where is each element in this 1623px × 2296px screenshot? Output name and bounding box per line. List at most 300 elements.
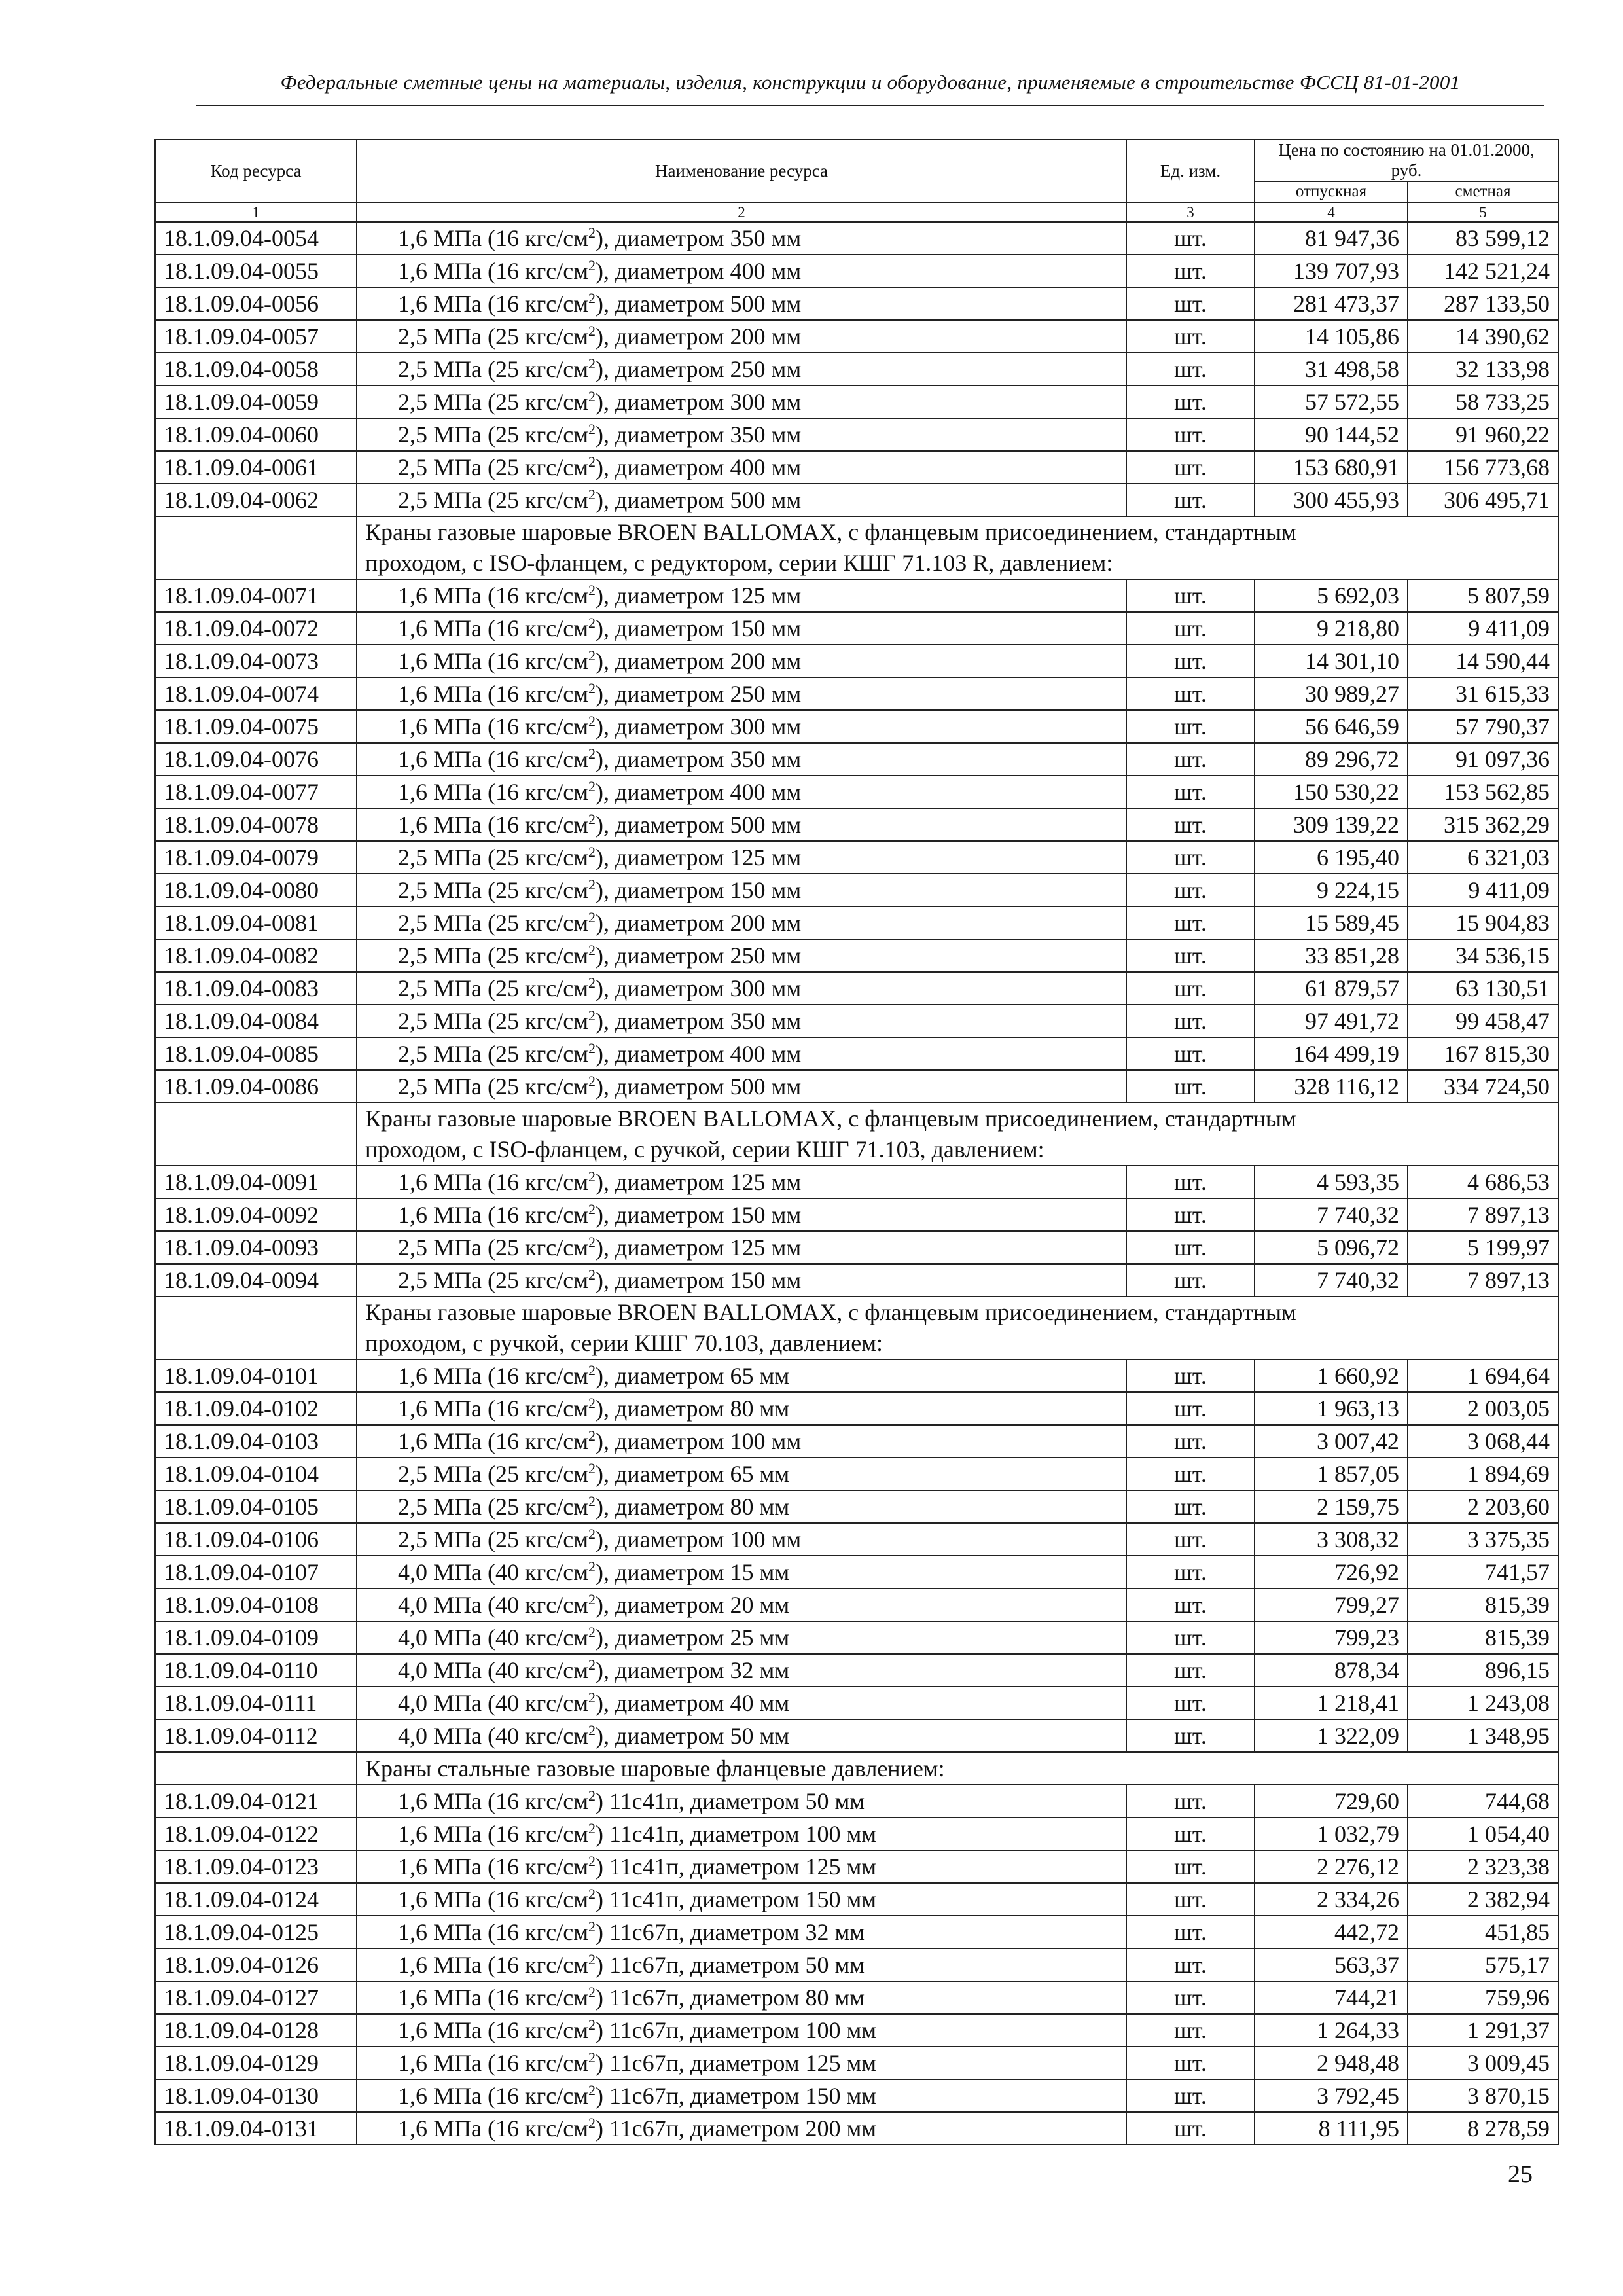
resource-name-text: ), диаметром 20 мм [595,1592,790,1619]
release-price: 139 707,93 [1255,255,1408,287]
table-row [155,841,1558,874]
estimate-price: 32 133,98 [1408,353,1558,386]
resource-name-text: 2,5 МПа (25 кгс/см [398,942,588,969]
resource-code: 18.1.09.04-0101 [155,1359,357,1392]
release-price: 89 296,72 [1255,743,1408,776]
resource-name-text: 2,5 МПа (25 кгс/см [398,1008,588,1035]
resource-name [357,1392,1126,1425]
table-row [155,418,1558,451]
estimate-price: 815,39 [1408,1621,1558,1654]
resource-name-text: 2,5 МПа (25 кгс/см [398,323,588,350]
estimate-price: 15 904,83 [1408,906,1558,939]
resource-code: 18.1.09.04-0078 [155,808,357,841]
release-price: 726,92 [1255,1556,1408,1588]
table-row [155,222,1558,255]
resource-name-text: ), диаметром 200 мм [595,323,802,350]
unit-superscript: 2 [588,909,596,926]
table-row [155,972,1558,1005]
resource-code: 18.1.09.04-0081 [155,906,357,939]
resource-name [357,1818,1126,1850]
unit-of-measure: шт. [1126,906,1255,939]
resource-name-text: 4,0 МПа (40 кгс/см [398,1624,588,1651]
resource-code: 18.1.09.04-0071 [155,579,357,612]
resource-code: 18.1.09.04-0072 [155,612,357,645]
estimate-price: 334 724,50 [1408,1070,1558,1103]
resource-name [357,320,1126,353]
resource-code: 18.1.09.04-0111 [155,1687,357,1719]
resource-name [357,1719,1126,1752]
unit-of-measure: шт. [1126,972,1255,1005]
resource-code: 18.1.09.04-0080 [155,874,357,906]
resource-name [357,710,1126,743]
resource-name [357,677,1126,710]
resource-name-text: ) 11с67п, диаметром 80 мм [595,1984,865,2011]
unit-of-measure: шт. [1126,1005,1255,1037]
release-price: 729,60 [1255,1785,1408,1818]
resource-code: 18.1.09.04-0109 [155,1621,357,1654]
resource-name [357,1037,1126,1070]
unit-of-measure: шт. [1126,353,1255,386]
release-price: 5 096,72 [1255,1231,1408,1264]
estimate-price: 167 815,30 [1408,1037,1558,1070]
estimate-price: 1 054,40 [1408,1818,1558,1850]
resource-name-text: 2,5 МПа (25 кгс/см [398,1461,588,1488]
group-heading-line: проходом, с ISO-фланцем, с редуктором, серии КШГ 71.103 R, давлением: [365,550,1113,577]
table-row [155,1458,1558,1490]
table-row [155,1037,1558,1070]
resource-name [357,1556,1126,1588]
unit-of-measure: шт. [1126,2079,1255,2112]
group-empty-cell [155,1103,357,1166]
table-row [155,1523,1558,1556]
resource-name-text: 1,6 МПа (16 кгс/см [398,2083,588,2109]
release-price: 1 322,09 [1255,1719,1408,1752]
resource-name [357,1883,1126,1916]
release-price: 3 308,32 [1255,1523,1408,1556]
unit-superscript: 2 [588,1266,596,1283]
table-row [155,1070,1558,1103]
release-price: 6 195,40 [1255,841,1408,874]
unit-of-measure: шт. [1126,776,1255,808]
estimate-price: 2 382,94 [1408,1883,1558,1916]
table-row [155,1166,1558,1198]
resource-name-text: 4,0 МПа (40 кгс/см [398,1690,588,1717]
estimate-price: 2 323,38 [1408,1850,1558,1883]
unit-superscript: 2 [588,975,596,992]
estimate-price: 58 733,25 [1408,386,1558,418]
release-price: 3 792,45 [1255,2079,1408,2112]
unit-superscript: 2 [588,2049,596,2066]
unit-of-measure: шт. [1126,1490,1255,1523]
table-row [155,1785,1558,1818]
resource-name-text: ), диаметром 150 мм [595,615,802,642]
unit-superscript: 2 [588,1689,596,1706]
resource-name [357,1005,1126,1037]
resource-name-text: ), диаметром 200 мм [595,910,802,937]
resource-name-text: ), диаметром 300 мм [595,713,802,740]
estimate-price: 7 897,13 [1408,1264,1558,1297]
estimate-price: 5 807,59 [1408,579,1558,612]
release-price: 56 646,59 [1255,710,1408,743]
unit-of-measure: шт. [1126,1883,1255,1916]
unit-of-measure: шт. [1126,1458,1255,1490]
resource-name-text: 1,6 МПа (16 кгс/см [398,812,588,838]
resource-name-text: 1,6 МПа (16 кгс/см [398,779,588,806]
running-header: Федеральные сметные цены на материалы, изделия, конструкции и оборудование, применяемые в строительстве ФССЦ 81-01-2001 [280,71,1461,94]
unit-superscript: 2 [588,1558,596,1575]
unit-of-measure: шт. [1126,841,1255,874]
release-price: 7 740,32 [1255,1198,1408,1231]
resource-name-text: ), диаметром 400 мм [595,1041,802,1067]
column-number: 2 [357,202,1126,222]
resource-name-text: ), диаметром 40 мм [595,1690,790,1717]
estimate-price: 14 590,44 [1408,645,1558,677]
header-price-group: Цена по состоянию на 01.01.2000, руб. [1255,139,1558,181]
resource-name-text: ), диаметром 250 мм [595,356,802,383]
estimate-price: 1 694,64 [1408,1359,1558,1392]
table-row [155,1392,1558,1425]
table-row [155,1818,1558,1850]
resource-name [357,1785,1126,1818]
unit-superscript: 2 [588,486,596,503]
resource-name-text: 1,6 МПа (16 кгс/см [398,2017,588,2044]
resource-name-text: ), диаметром 150 мм [595,1202,802,1229]
resource-code: 18.1.09.04-0074 [155,677,357,710]
resource-name [357,939,1126,972]
table-row [155,776,1558,808]
resource-code: 18.1.09.04-0062 [155,484,357,516]
estimate-price: 744,68 [1408,1785,1558,1818]
unit-of-measure: шт. [1126,677,1255,710]
resource-code: 18.1.09.04-0102 [155,1392,357,1425]
resource-name-text: 2,5 МПа (25 кгс/см [398,1234,588,1261]
resource-name-text: 4,0 МПа (40 кгс/см [398,1592,588,1619]
header-estimate-price: сметная [1408,181,1558,202]
unit-of-measure: шт. [1126,418,1255,451]
table-row [155,906,1558,939]
resource-code: 18.1.09.04-0131 [155,2112,357,2145]
table-row [155,1231,1558,1264]
group-empty-cell [155,516,357,579]
table-row [155,1981,1558,2014]
unit-of-measure: шт. [1126,1654,1255,1687]
table-row [155,1687,1558,1719]
resource-name-text: 2,5 МПа (25 кгс/см [398,454,588,481]
resource-code: 18.1.09.04-0075 [155,710,357,743]
unit-of-measure: шт. [1126,1719,1255,1752]
unit-of-measure: шт. [1126,1556,1255,1588]
resource-code: 18.1.09.04-0079 [155,841,357,874]
unit-of-measure: шт. [1126,1981,1255,2014]
unit-superscript: 2 [588,2082,596,2099]
resource-name-text: 1,6 МПа (16 кгс/см [398,713,588,740]
resource-name [357,612,1126,645]
resource-code: 18.1.09.04-0084 [155,1005,357,1037]
resource-name-text: 1,6 МПа (16 кгс/см [398,1169,588,1196]
resource-name [357,2014,1126,2047]
resource-name-text: ), диаметром 25 мм [595,1624,790,1651]
unit-superscript: 2 [588,1168,596,1185]
table-row [155,2014,1558,2047]
resource-name-text: ), диаметром 500 мм [595,1073,802,1100]
resource-name [357,776,1126,808]
resource-name [357,451,1126,484]
estimate-price: 3 870,15 [1408,2079,1558,2112]
unit-of-measure: шт. [1126,808,1255,841]
table-row [155,2112,1558,2145]
unit-of-measure: шт. [1126,386,1255,418]
resource-name-text: 1,6 МПа (16 кгс/см [398,1788,588,1815]
table-row [155,1719,1558,1752]
release-price: 2 276,12 [1255,1850,1408,1883]
resource-name [357,1654,1126,1687]
release-price: 30 989,27 [1255,677,1408,710]
unit-superscript: 2 [588,778,596,795]
resource-code: 18.1.09.04-0122 [155,1818,357,1850]
resource-name [357,808,1126,841]
estimate-price: 156 773,68 [1408,451,1558,484]
table-row [155,353,1558,386]
unit-of-measure: шт. [1126,1359,1255,1392]
resource-code: 18.1.09.04-0076 [155,743,357,776]
resource-name [357,1198,1126,1231]
estimate-price: 34 536,15 [1408,939,1558,972]
resource-name-text: 1,6 МПа (16 кгс/см [398,648,588,675]
resource-code: 18.1.09.04-0121 [155,1785,357,1818]
resource-name-text: ), диаметром 250 мм [595,942,802,969]
unit-superscript: 2 [588,290,596,307]
estimate-price: 3 375,35 [1408,1523,1558,1556]
estimate-price: 6 321,03 [1408,841,1558,874]
release-price: 3 007,42 [1255,1425,1408,1458]
resource-name-text: ), диаметром 350 мм [595,225,802,252]
unit-of-measure: шт. [1126,1037,1255,1070]
header-code: Код ресурса [155,139,357,202]
unit-superscript: 2 [588,1395,596,1412]
resource-name-text: 1,6 МПа (16 кгс/см [398,1363,588,1390]
resource-name-text: 4,0 МПа (40 кгс/см [398,1559,588,1586]
resource-name [357,1850,1126,1883]
table-row [155,1556,1558,1588]
estimate-price: 1 243,08 [1408,1687,1558,1719]
release-price: 1 218,41 [1255,1687,1408,1719]
table-row [155,484,1558,516]
release-price: 8 111,95 [1255,2112,1408,2145]
unit-superscript: 2 [588,1853,596,1870]
unit-of-measure: шт. [1126,710,1255,743]
table-row [155,320,1558,353]
unit-of-measure: шт. [1126,1850,1255,1883]
resource-name-text: 1,6 МПа (16 кгс/см [398,258,588,285]
estimate-price: 575,17 [1408,1948,1558,1981]
estimate-price: 31 615,33 [1408,677,1558,710]
resource-name-text: 2,5 МПа (25 кгс/см [398,1267,588,1294]
header-release-price: отпускная [1255,181,1408,202]
unit-of-measure: шт. [1126,287,1255,320]
resource-name-text: ) 11с41п, диаметром 125 мм [595,1854,877,1880]
estimate-price: 83 599,12 [1408,222,1558,255]
resource-name-text: ), диаметром 125 мм [595,1169,802,1196]
group-empty-cell [155,1752,357,1785]
unit-of-measure: шт. [1126,1264,1255,1297]
resource-code: 18.1.09.04-0104 [155,1458,357,1490]
resource-name-text: ), диаметром 400 мм [595,779,802,806]
resource-code: 18.1.09.04-0082 [155,939,357,972]
resource-name-text: ), диаметром 350 мм [595,1008,802,1035]
resource-name-text: ), диаметром 350 мм [595,746,802,773]
estimate-price: 4 686,53 [1408,1166,1558,1198]
group-heading-line: проходом, с ISO-фланцем, с ручкой, серии КШГ 71.103, давлением: [365,1136,1044,1163]
resource-code: 18.1.09.04-0126 [155,1948,357,1981]
estimate-price: 2 203,60 [1408,1490,1558,1523]
group-heading-row [155,1103,1558,1166]
unit-superscript: 2 [588,647,596,664]
resource-name-text: ), диаметром 150 мм [595,1267,802,1294]
release-price: 90 144,52 [1255,418,1408,451]
resource-code: 18.1.09.04-0112 [155,1719,357,1752]
resource-code: 18.1.09.04-0130 [155,2079,357,2112]
unit-of-measure: шт. [1126,2014,1255,2047]
estimate-price: 306 495,71 [1408,484,1558,516]
unit-of-measure: шт. [1126,1818,1255,1850]
unit-of-measure: шт. [1126,1916,1255,1948]
resource-name-text: 1,6 МПа (16 кгс/см [398,615,588,642]
unit-of-measure: шт. [1126,1588,1255,1621]
unit-of-measure: шт. [1126,484,1255,516]
resource-name-text: ), диаметром 300 мм [595,389,802,416]
release-price: 61 879,57 [1255,972,1408,1005]
table-row [155,1654,1558,1687]
unit-superscript: 2 [588,745,596,762]
unit-superscript: 2 [588,224,596,242]
unit-superscript: 2 [588,1624,596,1641]
release-price: 1 963,13 [1255,1392,1408,1425]
release-price: 5 692,03 [1255,579,1408,612]
resource-name-text: ) 11с67п, диаметром 50 мм [595,1952,865,1979]
release-price: 300 455,93 [1255,484,1408,516]
estimate-price: 9 411,09 [1408,874,1558,906]
resource-name [357,743,1126,776]
resource-name [357,287,1126,320]
estimate-price: 8 278,59 [1408,2112,1558,2145]
resource-name-text: ), диаметром 65 мм [595,1461,790,1488]
unit-of-measure: шт. [1126,1392,1255,1425]
resource-name-text: 1,6 МПа (16 кгс/см [398,583,588,609]
unit-of-measure: шт. [1126,1166,1255,1198]
resource-code: 18.1.09.04-0128 [155,2014,357,2047]
release-price: 150 530,22 [1255,776,1408,808]
resource-name-text: 1,6 МПа (16 кгс/см [398,225,588,252]
estimate-price: 1 291,37 [1408,2014,1558,2047]
resource-name-text: ), диаметром 200 мм [595,648,802,675]
resource-code: 18.1.09.04-0127 [155,1981,357,2014]
column-number: 3 [1126,202,1255,222]
release-price: 81 947,36 [1255,222,1408,255]
resource-name [357,972,1126,1005]
unit-of-measure: шт. [1126,1687,1255,1719]
resource-name-text: ) 11с67п, диаметром 32 мм [595,1919,865,1946]
resource-name [357,1425,1126,1458]
group-heading [357,1103,1558,1166]
unit-superscript: 2 [588,876,596,893]
resource-name-text: 2,5 МПа (25 кгс/см [398,389,588,416]
release-price: 33 851,28 [1255,939,1408,972]
table-row [155,1621,1558,1654]
unit-superscript: 2 [588,1984,596,2001]
unit-of-measure: шт. [1126,1948,1255,1981]
estimate-price: 2 003,05 [1408,1392,1558,1425]
resource-code: 18.1.09.04-0058 [155,353,357,386]
release-price: 9 218,80 [1255,612,1408,645]
unit-superscript: 2 [588,1591,596,1608]
resource-name [357,2047,1126,2079]
unit-superscript: 2 [588,1460,596,1477]
table-row [155,1005,1558,1037]
unit-of-measure: шт. [1126,1231,1255,1264]
group-heading-line: Краны газовые шаровые BROEN BALLOMAX, с фланцевым присоединением, стандартным [365,519,1296,546]
unit-superscript: 2 [588,582,596,599]
table-row [155,255,1558,287]
estimate-price: 91 097,36 [1408,743,1558,776]
estimate-price: 91 960,22 [1408,418,1558,451]
release-price: 14 105,86 [1255,320,1408,353]
resource-name-text: 1,6 МПа (16 кгс/см [398,2115,588,2142]
table-row [155,808,1558,841]
release-price: 2 159,75 [1255,1490,1408,1523]
resource-name [357,255,1126,287]
unit-superscript: 2 [588,421,596,438]
table-row [155,1883,1558,1916]
table-row [155,1948,1558,1981]
unit-superscript: 2 [588,454,596,471]
unit-superscript: 2 [588,1918,596,1935]
unit-superscript: 2 [588,323,596,340]
unit-of-measure: шт. [1126,451,1255,484]
resource-name-text: ), диаметром 50 мм [595,1723,790,1749]
resource-name [357,2079,1126,2112]
estimate-price: 759,96 [1408,1981,1558,2014]
unit-of-measure: шт. [1126,743,1255,776]
resource-name [357,353,1126,386]
table-row [155,874,1558,906]
estimate-price: 14 390,62 [1408,320,1558,353]
resource-name-text: ), диаметром 125 мм [595,1234,802,1261]
unit-superscript: 2 [588,1787,596,1804]
unit-of-measure: шт. [1126,320,1255,353]
resource-name-text: 1,6 МПа (16 кгс/см [398,1202,588,1229]
resource-name-text: ) 11с67п, диаметром 200 мм [595,2115,877,2142]
column-numbers-row [155,202,1558,222]
estimate-price: 3 068,44 [1408,1425,1558,1458]
table-row [155,1490,1558,1523]
resource-name [357,841,1126,874]
resource-name-text: ), диаметром 350 мм [595,422,802,448]
resource-name-text: ), диаметром 100 мм [595,1428,802,1455]
unit-of-measure: шт. [1126,874,1255,906]
estimate-price: 815,39 [1408,1588,1558,1621]
unit-of-measure: шт. [1126,2047,1255,2079]
unit-superscript: 2 [588,1007,596,1024]
estimate-price: 1 348,95 [1408,1719,1558,1752]
resource-name [357,418,1126,451]
release-price: 9 224,15 [1255,874,1408,906]
unit-superscript: 2 [588,388,596,405]
table-row [155,2079,1558,2112]
unit-superscript: 2 [588,615,596,632]
resource-name-text: 1,6 МПа (16 кгс/см [398,2050,588,2077]
release-price: 153 680,91 [1255,451,1408,484]
release-price: 878,34 [1255,1654,1408,1687]
